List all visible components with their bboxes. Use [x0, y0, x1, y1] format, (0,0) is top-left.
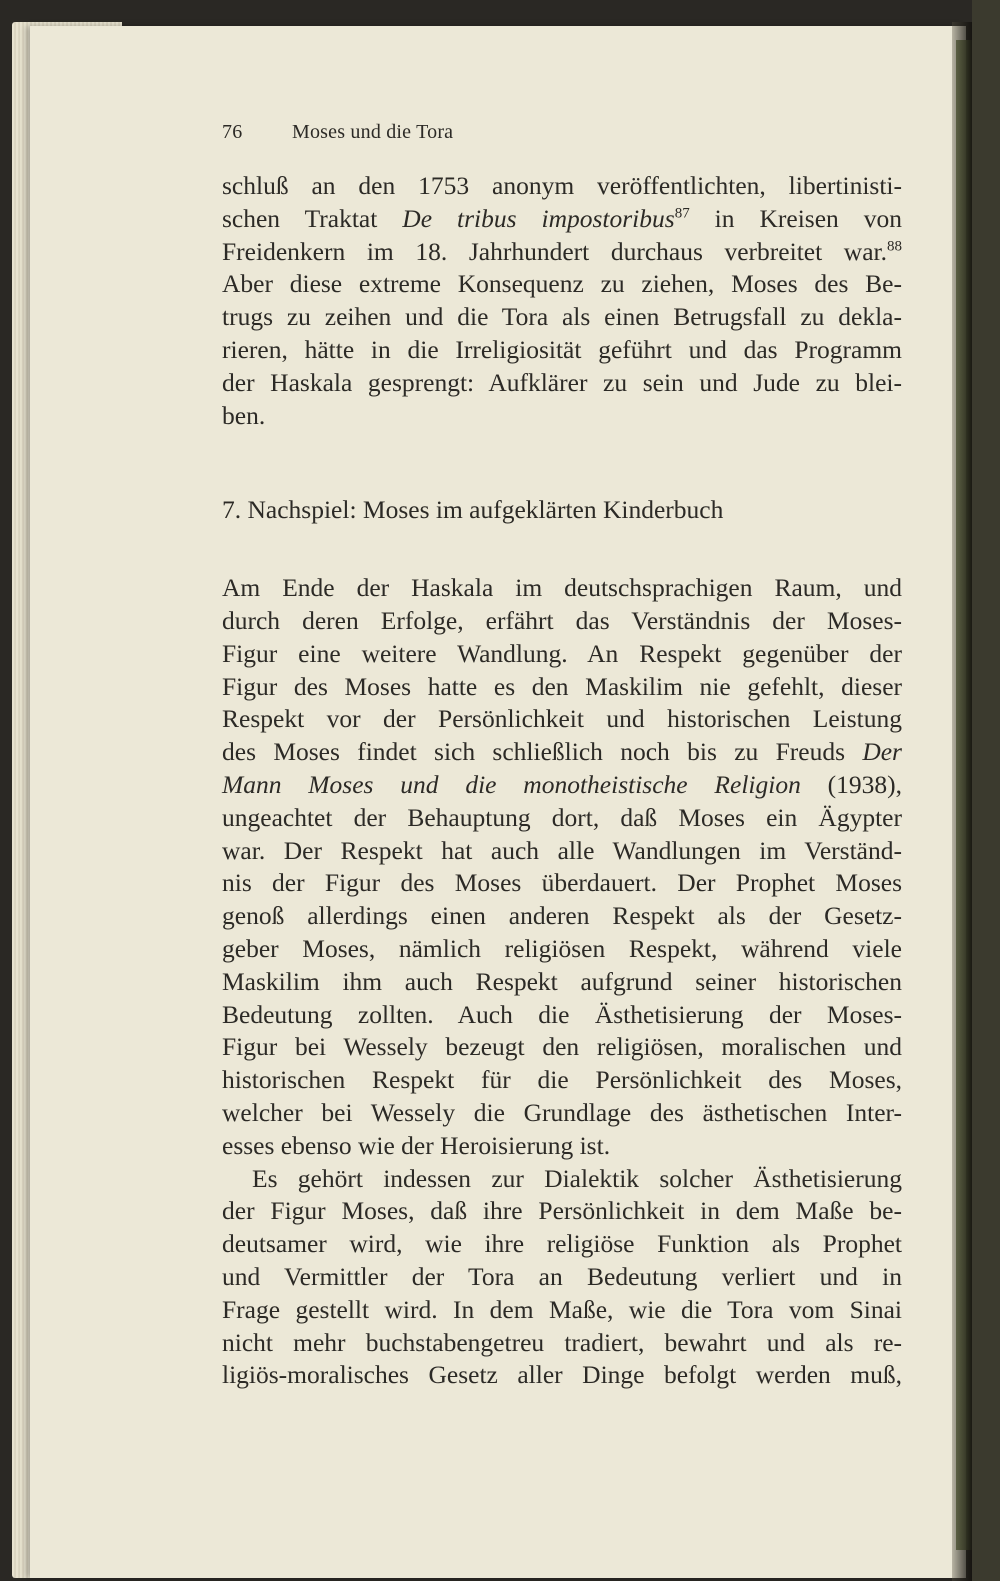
running-head	[222, 112, 902, 152]
text-line: Aber diese extreme Konsequenz zu ziehen, Moses des Be-	[222, 269, 902, 299]
text-line: Figur eine weitere Wandlung. An Respekt gegenüber der	[222, 638, 902, 668]
italic-title: De tribus impostoribus	[402, 203, 675, 233]
text-line: der Haskala gesprengt: Aufklärer zu sein und Jude zu blei-	[222, 367, 902, 397]
text-line: ben.	[222, 400, 266, 430]
text-line: ligiös-moralisches Gesetz aller Dinge befolgt werden muß,	[222, 1360, 902, 1390]
text-line: Am Ende der Haskala im deutschsprachigen Raum, und	[222, 573, 902, 603]
paragraph-3	[222, 1163, 902, 1393]
text-line: durch deren Erfolge, erfährt das Verständnis der Moses-	[222, 605, 902, 635]
text-line: Bedeutung zollten. Auch die Ästhetisierung der Moses-	[222, 999, 902, 1029]
page-text	[222, 112, 902, 1392]
text-line: rieren, hätte in die Irreligiosität geführt und das Programm	[222, 334, 902, 364]
text-line: Frage gestellt wird. In dem Maße, wie die Tora vom Sinai	[222, 1294, 902, 1324]
text-line: esses ebenso wie der Heroisierung ist.	[222, 1130, 611, 1160]
text-span: in Kreisen von	[689, 203, 903, 233]
running-title: Moses und die Tora	[292, 121, 454, 143]
text-line: nis der Figur des Moses überdauert. Der Prophet Moses	[222, 868, 902, 898]
text-span: schen Traktat	[222, 203, 403, 233]
text-line: geber Moses, nämlich religiösen Respekt, während viele	[222, 933, 902, 963]
text-line	[222, 203, 902, 236]
text-line: Respekt vor der Persönlichkeit und historischen Leistung	[222, 704, 902, 734]
text-line: schluß an den 1753 anonym veröffentlichten, libertinisti-	[222, 171, 902, 200]
text-line	[222, 236, 902, 269]
italic-title: Mann Moses und die monotheistische Religion	[222, 769, 801, 799]
text-line	[222, 769, 902, 802]
gutter-shadow	[952, 22, 972, 1581]
text-line: trugs zu zeihen und die Tora als einen Betrugsfall zu dekla-	[222, 302, 902, 332]
italic-title: Der	[862, 737, 902, 767]
text-line: Figur des Moses hatte es den Maskilim nie gefehlt, dieser	[222, 671, 902, 701]
text-line	[222, 736, 902, 769]
footnote-ref: 87	[674, 205, 690, 222]
text-line: welcher bei Wessely die Grundlage des ästhetischen Inter-	[222, 1097, 902, 1127]
footnote-ref: 88	[887, 238, 902, 255]
text-line: genoß allerdings einen anderen Respekt als der Gesetz-	[222, 901, 902, 931]
scan-edge	[972, 0, 1000, 1581]
text-line: war. Der Respekt hat auch alle Wandlungen im Verständ-	[222, 835, 902, 865]
paragraph-1	[222, 170, 902, 432]
text-line: deutsamer wird, wie ihre religiöse Funktion als Prophet	[222, 1229, 902, 1259]
page-number: 76	[222, 121, 243, 143]
paragraph-2	[222, 572, 902, 1162]
text-span: (1938),	[800, 769, 902, 799]
text-span: des Moses findet sich schließlich noch bis zu Freuds	[222, 737, 863, 767]
text-line: Maskilim ihm auch Respekt aufgrund seiner historischen	[222, 966, 902, 996]
text-line: ungeachtet der Behauptung dort, daß Moses ein Ägypter	[222, 802, 902, 832]
text-line: Figur bei Wessely bezeugt den religiösen, moralischen und	[222, 1032, 902, 1062]
text-line: nicht mehr buchstabengetreu tradiert, bewahrt und als re-	[222, 1327, 902, 1357]
section-heading: 7. Nachspiel: Moses im aufgeklärten Kinderbuch	[222, 495, 724, 525]
text-line: und Vermittler der Tora an Bedeutung verliert und in	[222, 1261, 902, 1291]
text-line: historischen Respekt für die Persönlichkeit des Moses,	[222, 1065, 902, 1095]
text-line: Es gehört indessen zur Dialektik solcher Ästhetisierung	[252, 1163, 902, 1193]
text-line: der Figur Moses, daß ihre Persönlichkeit in dem Maße be-	[222, 1196, 902, 1226]
text-span: Freidenkern im 18. Jahrhundert durchaus verbreitet war.	[222, 236, 887, 266]
